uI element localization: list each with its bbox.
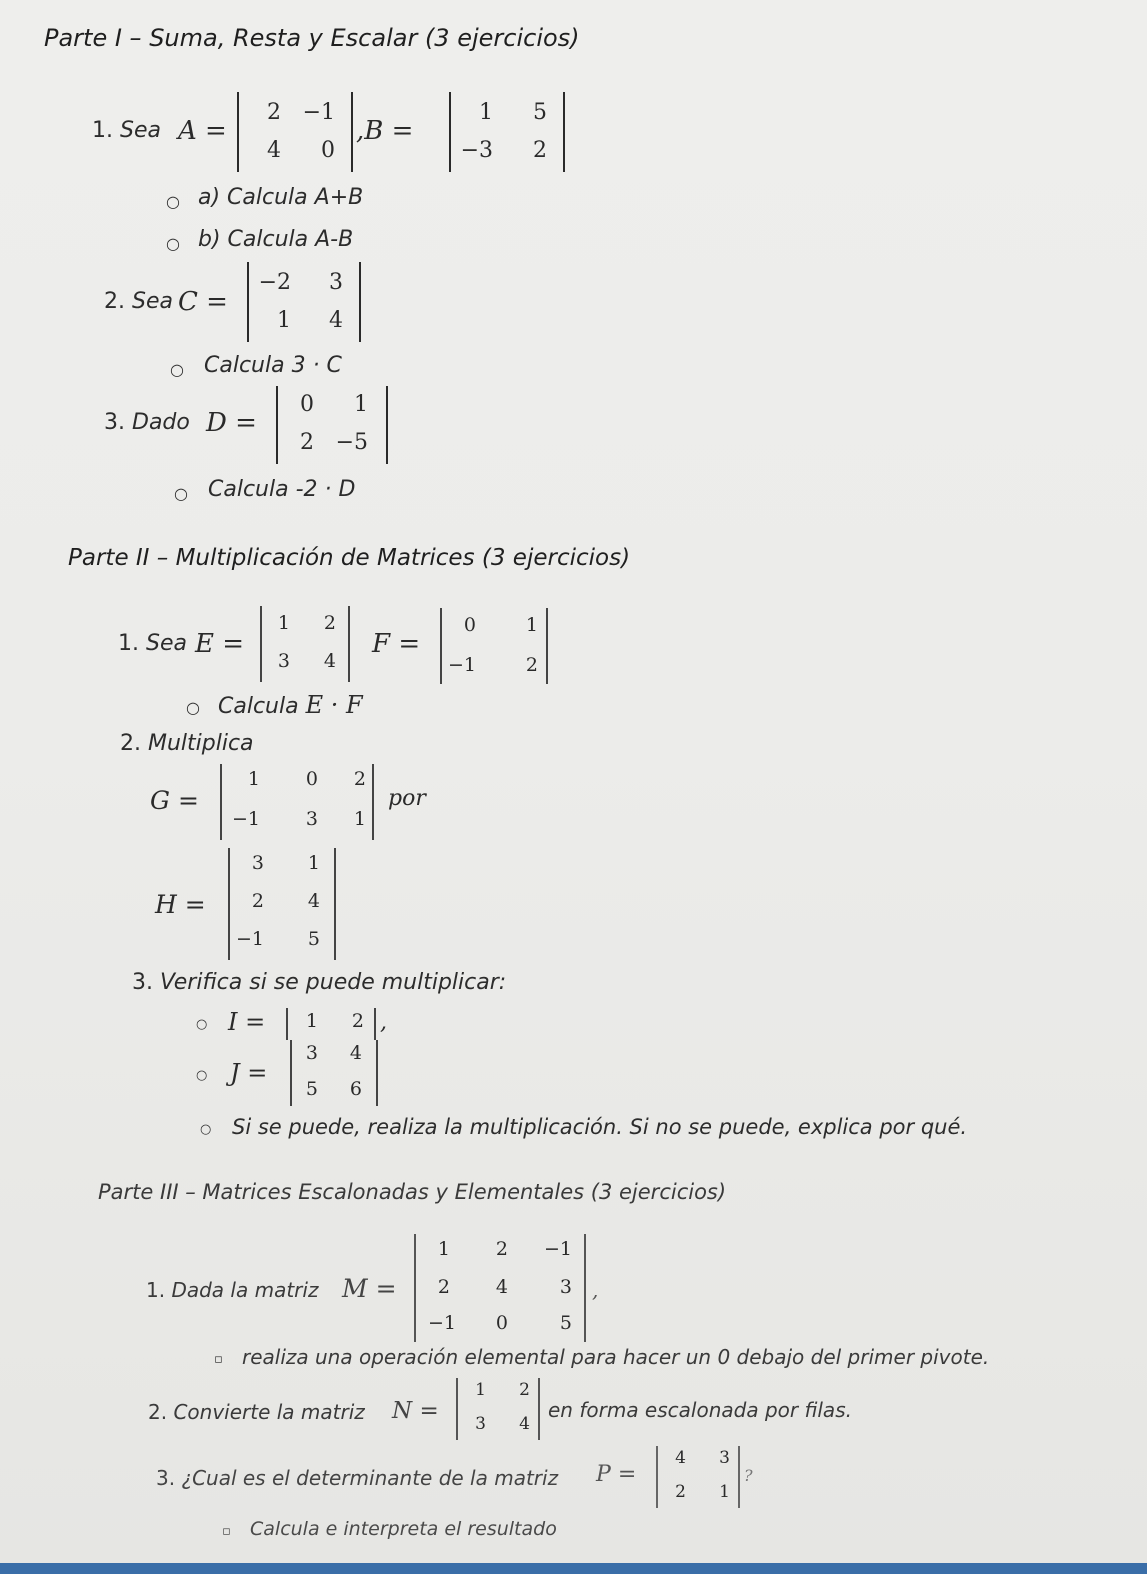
matrix-a	[237, 92, 353, 172]
matrix-e-cell: 2	[323, 612, 336, 634]
matrix-n	[456, 1378, 540, 1440]
part2-heading: Parte II – Multiplicación de Matrices (3 ejercicios)	[68, 545, 631, 571]
matrix-b	[449, 92, 565, 172]
bullet-icon: ○	[196, 1017, 208, 1032]
p1-ex1-label	[92, 118, 161, 143]
bullet-icon: ▫	[222, 1524, 231, 1539]
matrix-p-cell: 4	[675, 1448, 686, 1468]
matrix-d-cell: 1	[354, 392, 368, 417]
matrix-b-name: ,B =	[356, 116, 414, 146]
matrix-m-cell: 4	[495, 1276, 508, 1298]
matrix-n-cell: 1	[475, 1380, 486, 1400]
matrix-g	[220, 764, 374, 840]
matrix-g-cell: 1	[353, 808, 366, 830]
p3-ex3-task: Calcula e interpreta el resultado	[250, 1518, 557, 1540]
matrix-a-cell: 4	[267, 138, 281, 163]
matrix-i-cell: 1	[305, 1010, 318, 1032]
matrix-j-cell: 4	[349, 1042, 362, 1064]
matrix-b-cell: 5	[533, 100, 547, 125]
matrix-g-cell: 0	[305, 768, 318, 790]
comma: ,	[380, 1010, 387, 1035]
matrix-g-cell: 3	[305, 808, 318, 830]
p3-ex3-label: 3. ¿Cual es el determinante de la matriz	[156, 1466, 559, 1490]
matrix-h-cell: 1	[307, 852, 320, 874]
bullet-icon: ○	[200, 1122, 212, 1137]
p1-ex1-num: 1.	[92, 118, 113, 143]
matrix-d-cell: 0	[300, 392, 314, 417]
comma: ,	[592, 1278, 599, 1302]
bullet-icon: ○	[170, 360, 184, 379]
matrix-j-cell: 5	[305, 1078, 318, 1100]
matrix-d-name: D =	[206, 408, 257, 438]
matrix-e	[260, 606, 350, 682]
p1-ex1-task-a: a) Calcula A+B	[198, 185, 364, 210]
matrix-i-name: I =	[228, 1008, 266, 1036]
p1-ex2-label: 2. Sea	[104, 289, 173, 314]
matrix-n-name: N =	[392, 1398, 439, 1424]
p3-ex2-label: 2. Convierte la matriz	[148, 1400, 365, 1424]
matrix-i	[286, 1008, 376, 1040]
matrix-f-cell: 2	[525, 654, 538, 676]
por-label: por	[388, 786, 426, 811]
matrix-c-name: C =	[178, 287, 228, 317]
matrix-a-name: A =	[178, 116, 227, 146]
matrix-m-cell: 3	[559, 1276, 572, 1298]
matrix-c-cell: 4	[329, 308, 343, 333]
p2-ex2-label: 2. Multiplica	[120, 731, 254, 756]
matrix-p	[656, 1446, 740, 1508]
matrix-h-cell: 5	[307, 928, 320, 950]
matrix-h-cell: 3	[251, 852, 264, 874]
p3-ex1-task: realiza una operación elemental para hacer un 0 debajo del primer pivote.	[242, 1345, 990, 1369]
bottom-bar	[0, 1563, 1147, 1574]
matrix-h	[228, 848, 336, 960]
matrix-d-cell: −5	[335, 430, 368, 455]
question-mark: ?	[744, 1466, 753, 1485]
matrix-m-name: M =	[342, 1274, 397, 1303]
matrix-m-cell: −1	[543, 1238, 572, 1260]
p1-ex1-task-b: b) Calcula A-B	[198, 227, 354, 252]
matrix-j-cell: 6	[349, 1078, 362, 1100]
bullet-icon: ○	[196, 1068, 208, 1083]
bullet-icon: ○	[166, 192, 180, 211]
matrix-b-cell: −3	[460, 138, 493, 163]
matrix-m-cell: 0	[495, 1312, 508, 1334]
matrix-j	[290, 1040, 378, 1106]
part3-heading: Parte III – Matrices Escalonadas y Elementales (3 ejercicios)	[98, 1180, 727, 1204]
p2-ex3-note: Si se puede, realiza la multiplicación. Si no se puede, explica por qué.	[232, 1115, 968, 1139]
matrix-m-cell: −1	[427, 1312, 456, 1334]
p2-ex1-task: Calcula E · F	[218, 691, 363, 719]
p1-ex2-task: Calcula 3 · C	[204, 353, 342, 378]
matrix-c-cell: −2	[258, 270, 291, 295]
matrix-e-cell: 3	[277, 650, 290, 672]
matrix-h-cell: −1	[235, 928, 264, 950]
matrix-i-cell: 2	[351, 1010, 364, 1032]
matrix-h-name: H =	[155, 890, 206, 919]
matrix-p-name: P =	[596, 1462, 637, 1487]
matrix-c-cell: 3	[329, 270, 343, 295]
matrix-h-cell: 4	[307, 890, 320, 912]
p1-ex1-lead: Sea	[120, 118, 161, 143]
bullet-icon: ○	[186, 698, 200, 717]
matrix-f-cell: 0	[463, 614, 476, 636]
part1-heading: Parte I – Suma, Resta y Escalar (3 ejercicios)	[44, 24, 580, 52]
matrix-p-cell: 1	[719, 1482, 730, 1502]
matrix-c	[247, 262, 361, 342]
matrix-f-name: F =	[372, 629, 421, 659]
matrix-m	[414, 1234, 586, 1342]
matrix-e-cell: 1	[277, 612, 290, 634]
matrix-f-cell: −1	[447, 654, 476, 676]
matrix-m-cell: 1	[437, 1238, 450, 1260]
p1-ex3-task: Calcula -2 · D	[208, 477, 356, 502]
matrix-p-cell: 2	[675, 1482, 686, 1502]
p2-ex3-label: 3. Verifica si se puede multiplicar:	[132, 970, 507, 995]
matrix-e-name: E =	[195, 629, 245, 659]
matrix-e-cell: 4	[323, 650, 336, 672]
matrix-a-cell: 0	[321, 138, 335, 163]
bullet-icon: ○	[166, 234, 180, 253]
matrix-a-cell: 2	[267, 100, 281, 125]
matrix-g-name: G =	[150, 786, 199, 815]
matrix-m-cell: 5	[559, 1312, 572, 1334]
matrix-h-cell: 2	[251, 890, 264, 912]
bullet-icon: ○	[174, 484, 188, 503]
bullet-icon: ▫	[214, 1352, 223, 1367]
matrix-b-cell: 2	[533, 138, 547, 163]
matrix-m-cell: 2	[495, 1238, 508, 1260]
matrix-j-name: J =	[230, 1059, 268, 1087]
matrix-c-cell: 1	[277, 308, 291, 333]
matrix-d-cell: 2	[300, 430, 314, 455]
matrix-g-cell: 1	[247, 768, 260, 790]
p1-ex3-label: 3. Dado	[104, 410, 190, 435]
matrix-g-cell: 2	[353, 768, 366, 790]
matrix-p-cell: 3	[719, 1448, 730, 1468]
matrix-n-cell: 4	[519, 1414, 530, 1434]
matrix-f	[440, 608, 548, 684]
p2-ex1-label: 1. Sea	[118, 631, 187, 656]
p3-ex2-tail: en forma escalonada por filas.	[548, 1398, 852, 1422]
matrix-a-cell: −1	[302, 100, 335, 125]
matrix-m-cell: 2	[437, 1276, 450, 1298]
matrix-d	[276, 386, 388, 464]
p3-ex1-label: 1. Dada la matriz	[146, 1278, 319, 1302]
matrix-g-cell: −1	[231, 808, 260, 830]
matrix-n-cell: 2	[519, 1380, 530, 1400]
matrix-b-cell: 1	[479, 100, 493, 125]
matrix-j-cell: 3	[305, 1042, 318, 1064]
matrix-n-cell: 3	[475, 1414, 486, 1434]
matrix-f-cell: 1	[525, 614, 538, 636]
